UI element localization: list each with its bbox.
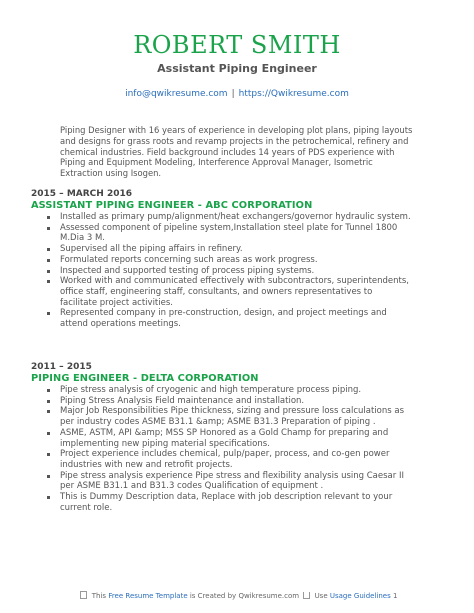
footer-site: Qwikresume.com (238, 592, 300, 600)
free-resume-template-link[interactable]: Free Resume Template (108, 592, 188, 600)
list-item: Worked with and communicated effectively with subcontractors, superintendents, office staff, engineering staff, consultants, and owners representatives to facilitate project activities. (47, 276, 412, 308)
job-dates: 2011 – 2015 (31, 362, 92, 372)
list-item: ASME, ASTM, API &amp; MSS SP Honored as a Gold Champ for preparing and implementing new piping material specifications. (47, 428, 412, 449)
list-item: Supervised all the piping affairs in refinery. (47, 244, 412, 255)
list-item: Formulated reports concerning such areas as work progress. (47, 255, 412, 266)
usage-guidelines-link[interactable]: Usage Guidelines (329, 592, 391, 600)
list-item: Installed as primary pump/alignment/heat exchangers/governor hydraulic system. (47, 212, 412, 223)
job-title: PIPING ENGINEER - DELTA CORPORATION (31, 373, 259, 384)
resume-footer (0, 591, 474, 600)
list-item: Pipe stress analysis experience Pipe stress and flexibility analysis using Caesar II per ASME B31.1 and B31.3 codes Qualification of equipment . (47, 471, 412, 492)
job-bullets (47, 385, 412, 513)
list-item: Major Job Responsibilities Pipe thickness, sizing and pressure loss calculations as per industry codes ASME B31.1 &amp; ASME B31.3 Preparation of piping . (47, 406, 412, 427)
list-item: Project experience includes chemical, pulp/paper, process, and co-gen power industries with new and retrofit projects. (47, 449, 412, 470)
page-number: 1 (392, 592, 398, 600)
job-dates: 2015 – MARCH 2016 (31, 189, 132, 199)
summary-paragraph: Piping Designer with 16 years of experience in developing plot plans, piping layouts and designs for grass roots and revamp projects in the petrochemical, refinery and chemical industries. Field background includes 14 years of PDS experience with Piping and Equipment Modeling, Interference Approval Manager, Isometric Extraction using Isogen. (60, 125, 413, 179)
contact-separator: | (231, 89, 235, 99)
contact-line (0, 89, 474, 99)
download-icon (303, 592, 310, 599)
footer-middle: is Created by (189, 592, 237, 600)
list-item: Piping Stress Analysis Field maintenance and installation. (47, 396, 412, 407)
list-item: This is Dummy Description data, Replace with job description relevant to your current role. (47, 492, 412, 513)
candidate-role: Assistant Piping Engineer (157, 62, 317, 75)
list-item: Assessed component of pipeline system,Installation steel plate for Tunnel 1800 M.Dia 3 M. (47, 223, 412, 244)
list-item: Inspected and supported testing of process piping systems. (47, 266, 412, 277)
list-item: Pipe stress analysis of cryogenic and high temperature process piping. (47, 385, 412, 396)
list-item: Represented company in pre-construction, design, and project meetings and attend operations meetings. (47, 308, 412, 329)
document-icon (80, 591, 87, 599)
footer-prefix: This (91, 592, 107, 600)
footer-use: Use (314, 592, 328, 600)
email-link[interactable]: info@qwikresume.com (125, 89, 228, 99)
job-title: ASSISTANT PIPING ENGINEER - ABC CORPORATION (31, 200, 313, 211)
candidate-name: ROBERT SMITH (133, 31, 341, 59)
job-bullets (47, 212, 412, 330)
website-link[interactable]: https://Qwikresume.com (238, 89, 349, 99)
